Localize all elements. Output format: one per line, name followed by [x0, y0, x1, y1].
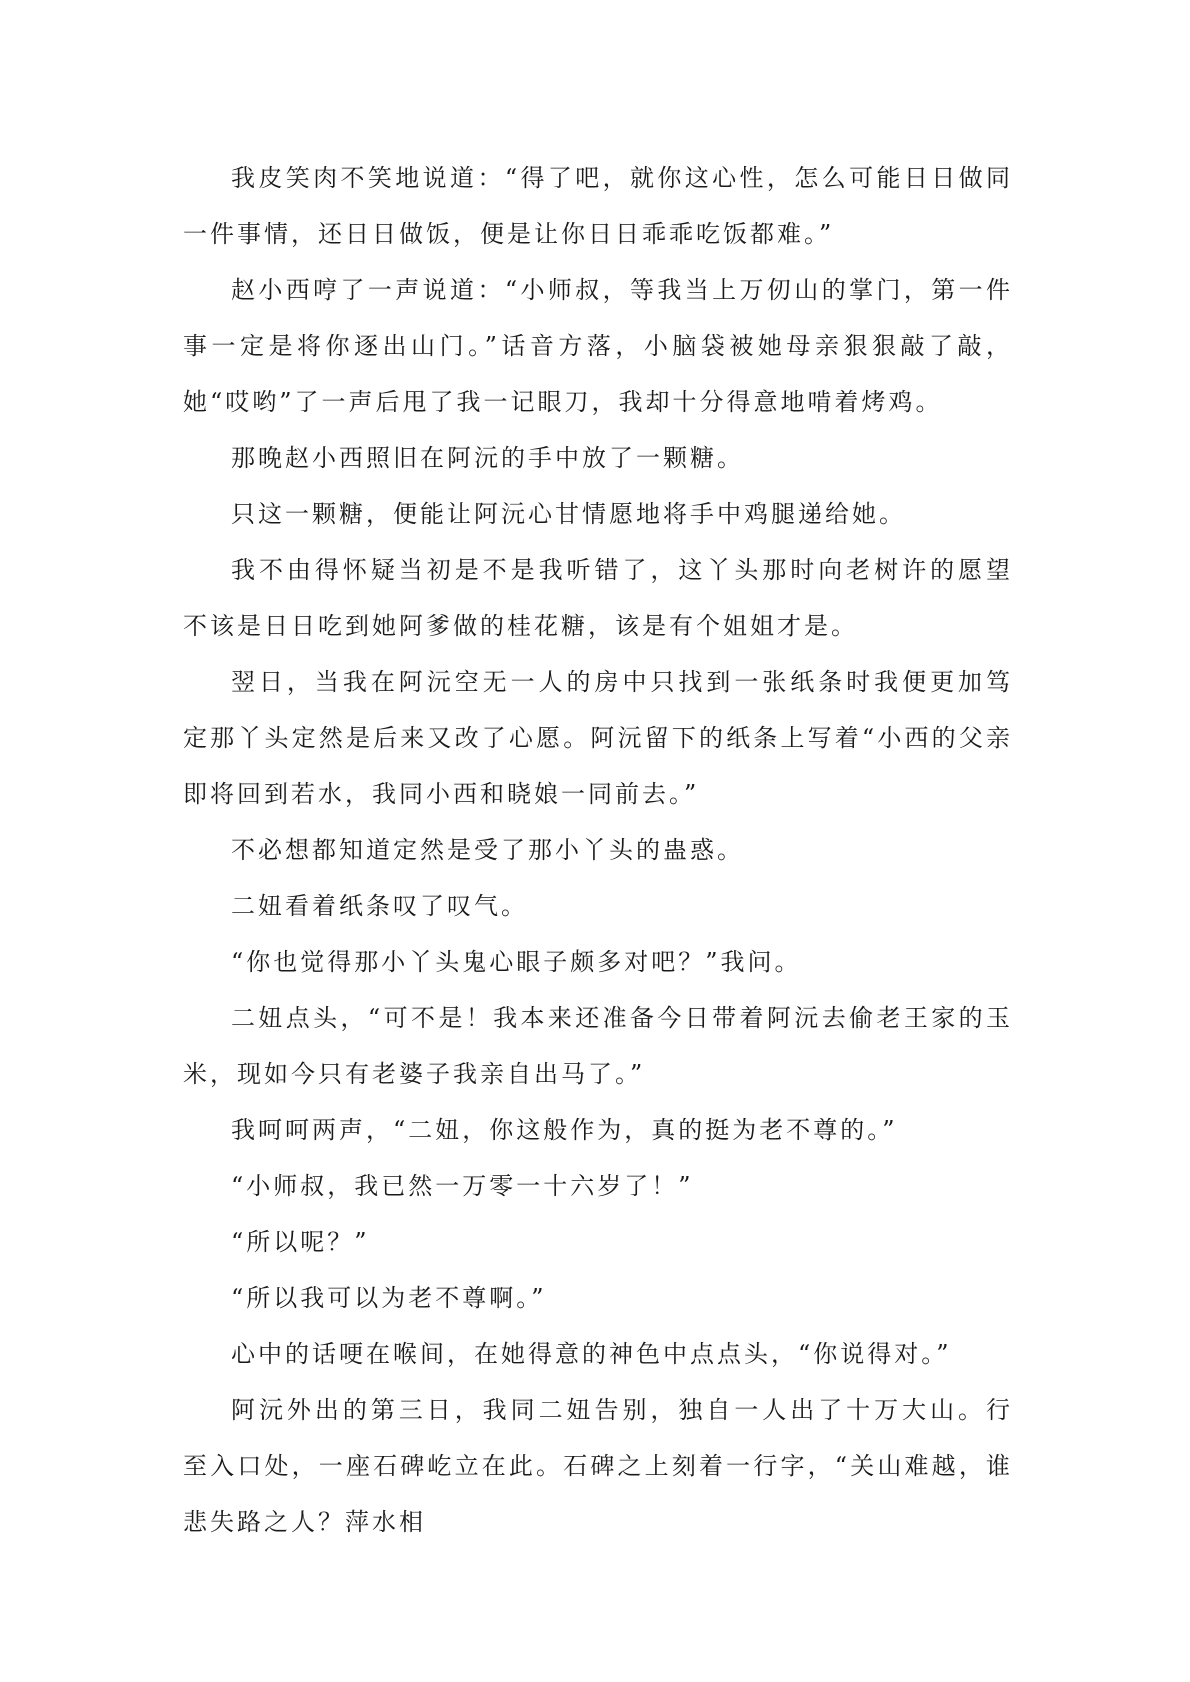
paragraph-14: “所以我可以为老不尊啊。”: [231, 1284, 547, 1312]
paragraph-2: 赵小西哼了一声说道：“小师叔，等我当上万仞山的掌门，第一件事一定是将你逐出山门。”话音方落，小脑袋被她母亲狠狠敲了敲，她“哎哟”了一声后甩了我一记眼刀，我却十分得意地啃着烤鸡。: [183, 276, 1013, 416]
paragraph-1: 我皮笑肉不笑地说道：“得了吧，就你这心性，怎么可能日日做同一件事情，还日日做饭，便是让你日日乖乖吃饭都难。”: [183, 164, 1013, 248]
paragraph-6: 翌日，当我在阿沅空无一人的房中只找到一张纸条时我便更加笃定那丫头定然是后来又改了心愿。阿沅留下的纸条上写着“小西的父亲即将回到若水，我同小西和晓娘一同前去。”: [183, 668, 1013, 808]
paragraph-13: “所以呢？”: [231, 1228, 370, 1256]
paragraph-4: 只这一颗糖，便能让阿沅心甘情愿地将手中鸡腿递给她。: [231, 500, 906, 528]
paragraph-12: “小师叔，我已然一万零一十六岁了！”: [231, 1172, 694, 1200]
paragraph-8: 二妞看着纸条叹了叹气。: [231, 892, 528, 920]
paragraph-7: 不必想都知道定然是受了那小丫头的蛊惑。: [231, 836, 744, 864]
chapter-text: [183, 150, 1013, 1550]
paragraph-9: “你也觉得那小丫头鬼心眼子颇多对吧？”我问。: [231, 948, 802, 976]
paragraph-16: 阿沅外出的第三日，我同二妞告别，独自一人出了十万大山。行至入口处，一座石碑屹立在此。石碑之上刻着一行字，“关山难越，谁悲失路之人？萍水相: [183, 1396, 1013, 1536]
paragraph-5: 我不由得怀疑当初是不是我听错了，这丫头那时向老树许的愿望不该是日日吃到她阿爹做的桂花糖，该是有个姐姐才是。: [183, 556, 1013, 640]
paragraph-10: 二妞点头，“可不是！我本来还准备今日带着阿沅去偷老王家的玉米，现如今只有老婆子我亲自出马了。”: [183, 1004, 1013, 1088]
paragraph-3: 那晚赵小西照旧在阿沅的手中放了一颗糖。: [231, 444, 744, 472]
paragraph-15: 心中的话哽在喉间，在她得意的神色中点点头，“你说得对。”: [231, 1340, 952, 1368]
paragraph-11: 我呵呵两声，“二妞，你这般作为，真的挺为老不尊的。”: [231, 1116, 898, 1144]
